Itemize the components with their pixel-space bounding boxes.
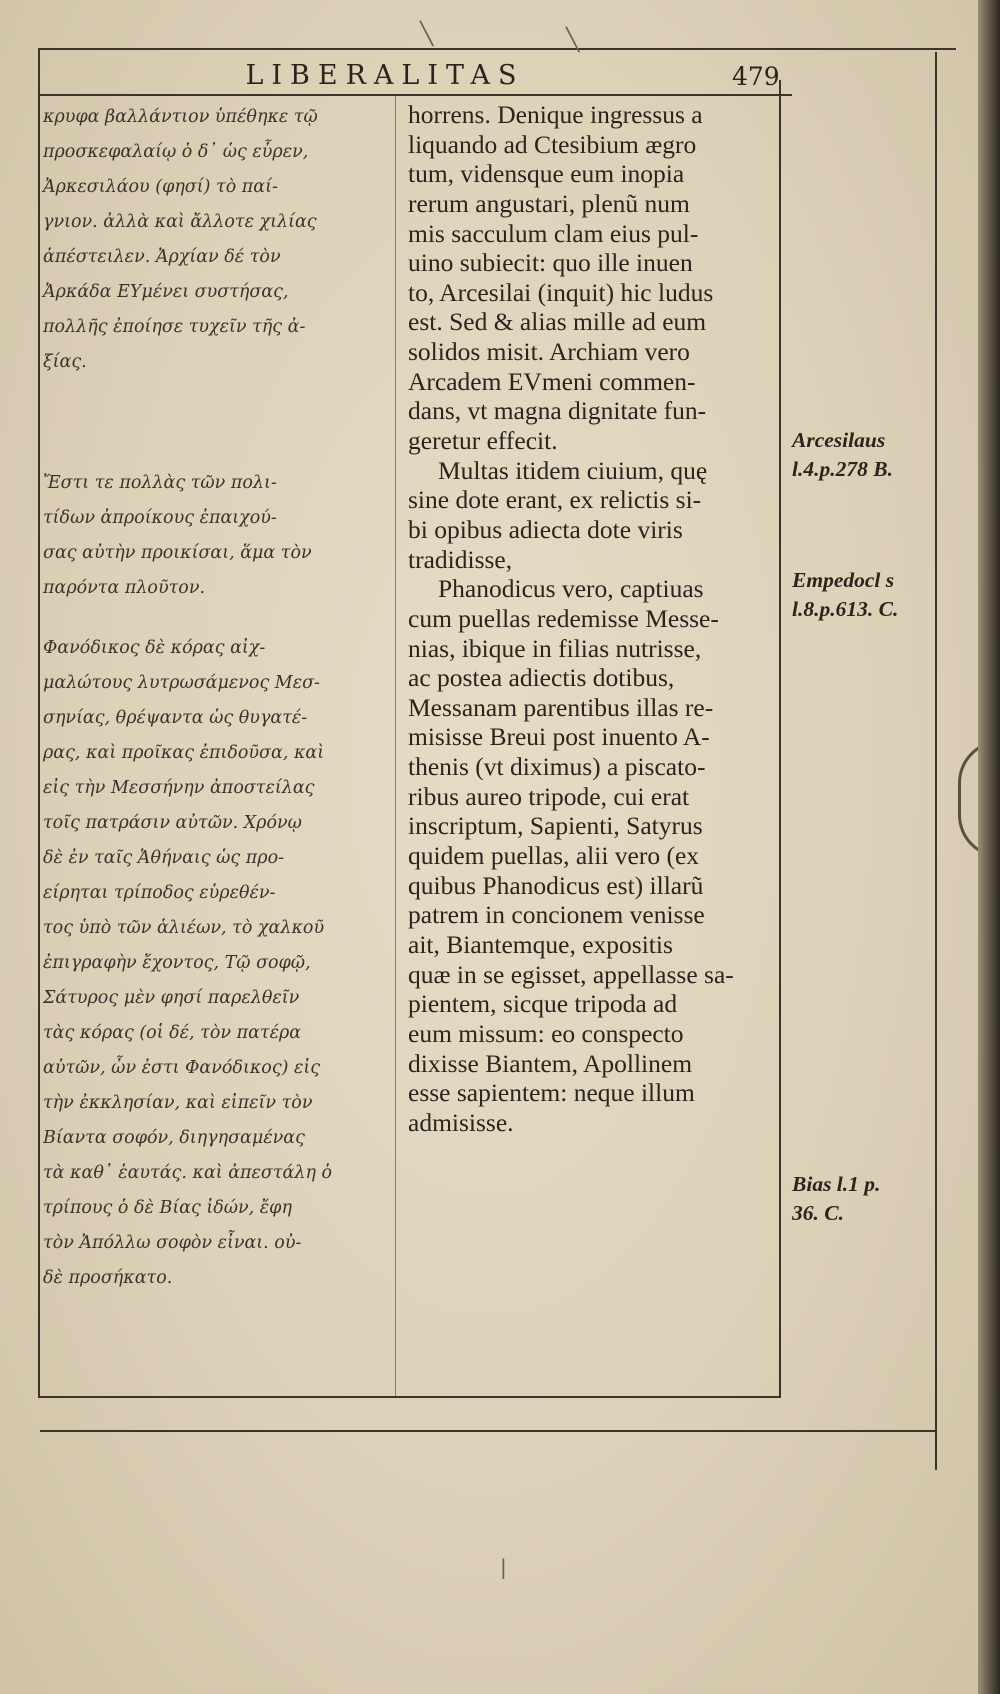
latin-line: est. Sed & alias mille ad eum [408,307,707,337]
margin-note-line: Empedocl s [792,568,895,592]
greek-line: πολλῆς ἐποίησε τυχεῖν τῆς ἀ- [43,317,306,337]
greek-line: τρίπους ὁ δὲ Βίας ἰδών, ἔφη [43,1198,292,1218]
latin-line: uino subiecit: quo ille inuen [408,248,693,278]
greek-line: εἰς τὴν Μεσσήνην ἀποστείλας [43,778,315,798]
latin-line: rerum angustari, plenũ num [408,188,690,218]
ink-mark: | [500,1555,507,1579]
greek-line: Ἔστι τε πολλὰς τῶν πολι- [43,473,277,493]
greek-line: τὰς κόρας (οἱ δέ, τὸν πατέρα [43,1023,302,1043]
bottom-rule [38,1396,780,1398]
latin-line: horrens. Denique ingressus a [408,100,703,129]
margin-note-line: Bias l.1 p. [792,1172,881,1196]
latin-line: quidem puellas, alii vero (ex [408,841,700,871]
greek-line: τὰ καθ᾽ ἑαυτάς. καὶ ἀπεστάλη ὁ [43,1163,333,1183]
greek-line: τὴν ἐκκλησίαν, καὶ εἰπεῖν τὸν [43,1093,313,1113]
latin-line: patrem in concionem venisse [408,900,705,930]
greek-line: δὲ ἐν ταῖς Ἀθήναις ὡς προ- [43,848,285,868]
greek-line: Φανόδικος δὲ κόρας αἰχ- [43,638,266,658]
latin-line: Phanodicus vero, captiuas [438,574,704,604]
greek-line: τοῖς πατράσιν αὐτῶν. Χρόνῳ [43,813,302,833]
greek-line: ρας, καὶ προῖκας ἐπιδοῦσα, καὶ [43,743,325,763]
latin-line: tradidisse, [408,544,513,574]
greek-line: κρυφα βαλλάντιον ὑπέθηκε τῷ [43,107,318,127]
greek-line: Ἀρκεσιλάου (φησί) τὸ παί- [43,177,278,197]
latin-line: mis sacculum clam eius pul- [408,218,699,248]
latin-line: dixisse Biantem, Apollinem [408,1048,693,1078]
latin-line: ac postea adiectis dotibus, [408,663,675,693]
latin-line: inscriptum, Sapienti, Satyrus [408,811,703,841]
latin-line: to, Arcesilai (inquit) hic ludus [408,277,714,307]
greek-line: ξίας. [43,352,87,372]
greek-line: προσκεφαλαίῳ ὁ δ᾽ ὡς εὗρεν, [43,142,309,162]
latin-line: Multas itidem ciuium, quę [438,455,708,485]
outer-left-rule [38,48,40,1398]
latin-line: bi opibus adiecta dote viris [408,514,683,544]
latin-line: misisse Breui post inuento A- [408,722,710,752]
latin-line: solidos misit. Archiam vero [408,337,690,367]
latin-line: quæ in se egisset, appellasse sa- [408,959,734,989]
margin-note-line: Arcesilaus [792,428,886,452]
greek-line: αὐτῶν, ὧν ἐστι Φανόδικος) εἰς [43,1058,321,1078]
greek-line: ἐπιγραφὴν ἔχοντος, Τῷ σοφῷ, [43,953,311,973]
latin-line: ribus aureo tripode, cui erat [408,781,690,811]
latin-line: admisisse. [408,1107,514,1137]
margin-note-line: l.4.p.278 B. [792,457,893,481]
greek-paragraph [43,466,393,606]
latin-column [408,100,770,1137]
margin-note [792,566,934,624]
latin-line: Messanam parentibus illas re- [408,692,714,722]
latin-line: dans, vt magna dignitate fun- [408,396,707,426]
margin-note [792,1170,934,1228]
greek-paragraph [43,100,393,380]
greek-line: τος ὑπὸ τῶν ἁλιέων, τὸ χαλκοῦ [43,918,325,938]
running-title: LIBERALITAS [245,60,525,91]
latin-line: quibus Phanodicus est) illarũ [408,870,704,900]
latin-line: tum, vidensque eum inopia [408,159,685,189]
latin-line: sine dote erant, ex relictis si- [408,485,702,515]
greek-line: τίδων ἀπροίκους ἐπαιχού- [43,508,277,528]
clasp-mark [958,740,978,858]
greek-line: είρηται τρίποδος εὑρεθέν- [43,883,276,903]
greek-line: γνιον. ἀλλὰ καὶ ἄλλοτε χιλίας [43,212,317,232]
header-rule [40,94,792,96]
ink-mark: ╲ [420,22,434,47]
greek-line: σας αὐτὴν προικίσαι, ἅμα τὸν [43,543,312,563]
page-number: 479 [732,62,780,91]
latin-line: ait, Biantemque, expositis [408,929,673,959]
greek-line: Σάτυρος μὲν φησί παρελθεῖν [43,988,300,1008]
latin-line: pientem, sicque tripoda ad [408,989,678,1019]
top-rule [38,48,956,50]
greek-line: σηνίας, θρέψαντα ὡς θυγατέ- [43,708,308,728]
latin-line: Arcadem EVmeni commen- [408,366,696,396]
margin-note [792,426,934,484]
ink-mark: ╲ [566,28,580,53]
latin-line: cum puellas redemisse Messe- [408,603,719,633]
latin-line: eum missum: eo conspecto [408,1018,684,1048]
outer-right-rule [935,52,937,1470]
greek-line: παρόντα πλοῦτον. [43,578,206,598]
margin-note-line: 36. C. [792,1201,844,1225]
greek-line: μαλώτους λυτρωσάμενος Μεσ- [43,673,320,693]
latin-line: thenis (vt diximus) a piscato- [408,752,706,782]
book-spine [978,0,1000,1694]
latin-line: esse sapientem: neque illum [408,1078,695,1108]
latin-line: geretur effecit. [408,426,558,456]
greek-line: Βίαντα σοφόν, διηγησαμένας [43,1128,305,1148]
margin-divider-rule [779,80,781,1398]
latin-line: liquando ad Ctesibium ægro [408,129,697,159]
greek-paragraph [43,631,393,1296]
greek-line: τὸν Ἀπόλλω σοφὸν εἶναι. οὐ- [43,1233,302,1253]
greek-line: δὲ προσήκατο. [43,1268,173,1288]
margin-note-line: l.8.p.613. C. [792,597,899,621]
latin-line: nias, ibique in filias nutrisse, [408,633,702,663]
lower-rule [40,1430,937,1432]
greek-line: Ἀρκάδα ΕΥμένει συστήσας, [43,282,289,302]
greek-line: ἀπέστειλεν. Ἀρχίαν δέ τὸν [43,247,281,267]
column-divider-rule [395,96,396,1396]
